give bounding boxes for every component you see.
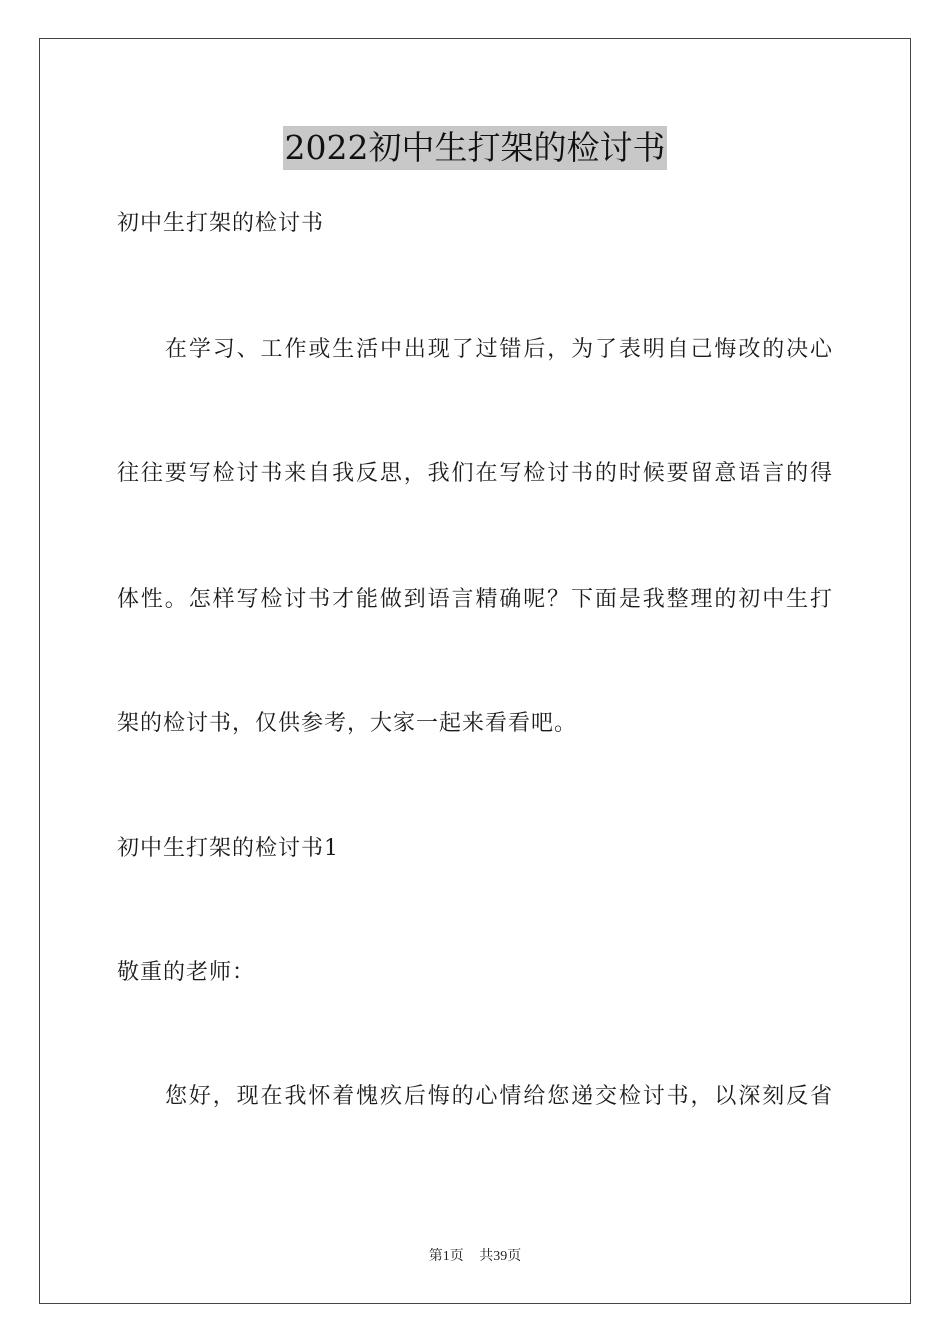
section-heading: 初中生打架的检讨书1 bbox=[117, 836, 339, 861]
title-container bbox=[0, 126, 950, 170]
paragraph-line-2: 往往要写检讨书来自我反思，我们在写检讨书的时候要留意语言的得 bbox=[117, 461, 833, 486]
paragraph2-line-1: 您好，现在我怀着愧疚后悔的心情给您递交检讨书，以深刻反省 bbox=[165, 1084, 833, 1109]
subtitle: 初中生打架的检讨书 bbox=[117, 211, 325, 236]
paragraph-line-3: 体性。怎样写检讨书才能做到语言精确呢？下面是我整理的初中生打 bbox=[117, 587, 833, 612]
page-number: 第1页 bbox=[428, 1249, 464, 1264]
document-title: 2022初中生打架的检讨书 bbox=[283, 126, 668, 170]
page-footer bbox=[0, 1247, 950, 1267]
salutation: 敬重的老师： bbox=[117, 960, 256, 985]
paragraph-line-1: 在学习、工作或生活中出现了过错后，为了表明自己悔改的决心 bbox=[165, 337, 833, 362]
total-pages: 共39页 bbox=[479, 1249, 522, 1264]
paragraph-line-4: 架的检讨书，仅供参考，大家一起来看看吧。 bbox=[117, 711, 578, 736]
